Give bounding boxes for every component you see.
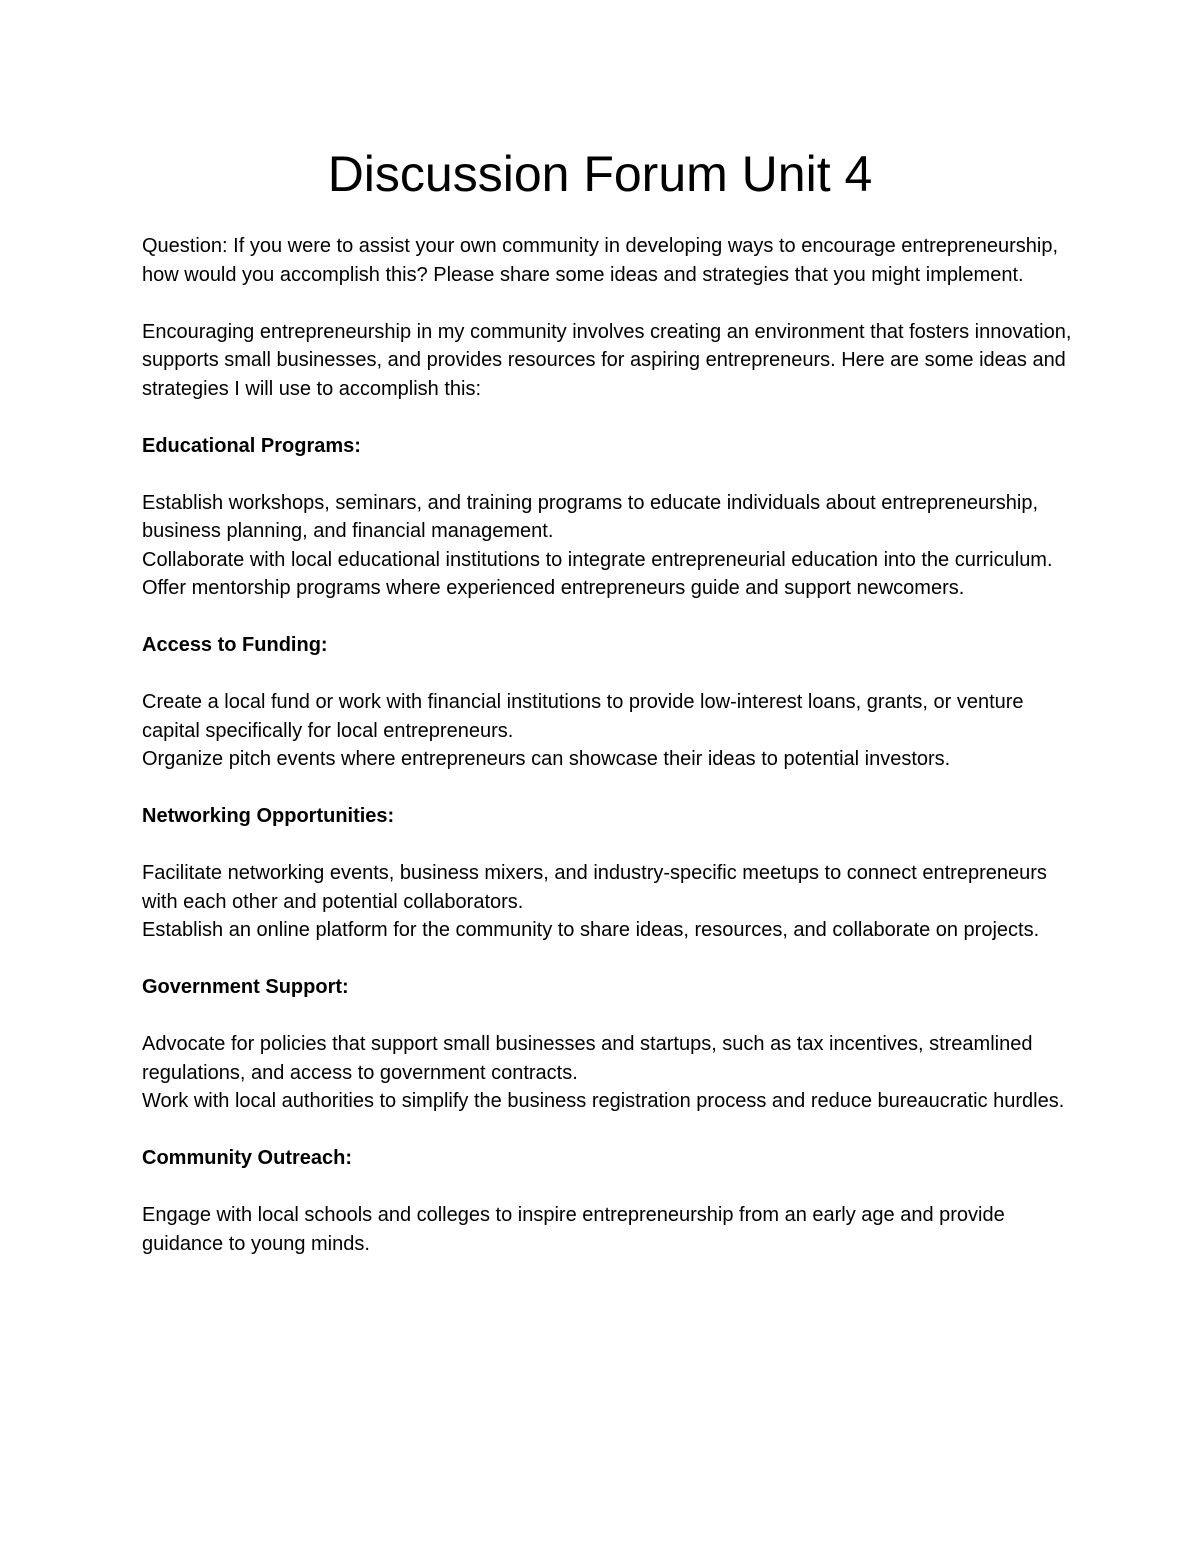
section-heading-community-outreach: Community Outreach: bbox=[142, 1147, 353, 1169]
document-body bbox=[142, 232, 1072, 1258]
section-item: Work with local authorities to simplify the business registration process and reduce bureaucratic hurdles. bbox=[142, 1090, 1065, 1112]
section-item: Organize pitch events where entrepreneurs can showcase their ideas to potential investors. bbox=[142, 748, 951, 770]
section-item: Establish workshops, seminars, and training programs to educate individuals about entrepreneurship, business planning, and financial management. bbox=[142, 491, 1039, 542]
section-item: Offer mentorship programs where experienced entrepreneurs guide and support newcomers. bbox=[142, 577, 965, 599]
question-paragraph: Question: If you were to assist your own community in developing ways to encourage entrepreneurship, how would you accomplish this? Please share some ideas and strategies that you might implement. bbox=[142, 235, 1059, 286]
section-item: Advocate for policies that support small businesses and startups, such as tax incentives, streamlined regulations, and access to government contracts. bbox=[142, 1033, 1033, 1084]
section-item: Establish an online platform for the community to share ideas, resources, and collaborate on projects. bbox=[142, 919, 1040, 941]
section-item: Create a local fund or work with financial institutions to provide low-interest loans, grants, or venture capital specifically for local entrepreneurs. bbox=[142, 691, 1024, 742]
document-title: Discussion Forum Unit 4 bbox=[327, 146, 873, 202]
section-heading-networking-opportunities: Networking Opportunities: bbox=[142, 805, 395, 827]
section-heading-access-to-funding: Access to Funding: bbox=[142, 634, 328, 656]
intro-paragraph: Encouraging entrepreneurship in my community involves creating an environment that fosters innovation, supports small businesses, and provides resources for aspiring entrepreneurs. Here are some ideas and strategies I will use to accomplish this: bbox=[142, 320, 1072, 400]
section-heading-educational-programs: Educational Programs: bbox=[142, 434, 361, 457]
section-heading-government-support: Government Support: bbox=[142, 976, 349, 998]
section-item: Collaborate with local educational institutions to integrate entrepreneurial education into the curriculum. bbox=[142, 548, 1053, 571]
section-item: Facilitate networking events, business mixers, and industry-specific meetups to connect entrepreneurs with each other and potential collaborators. bbox=[142, 862, 1047, 913]
section-item: Engage with local schools and colleges to inspire entrepreneurship from an early age and provide guidance to young minds. bbox=[142, 1204, 1005, 1255]
